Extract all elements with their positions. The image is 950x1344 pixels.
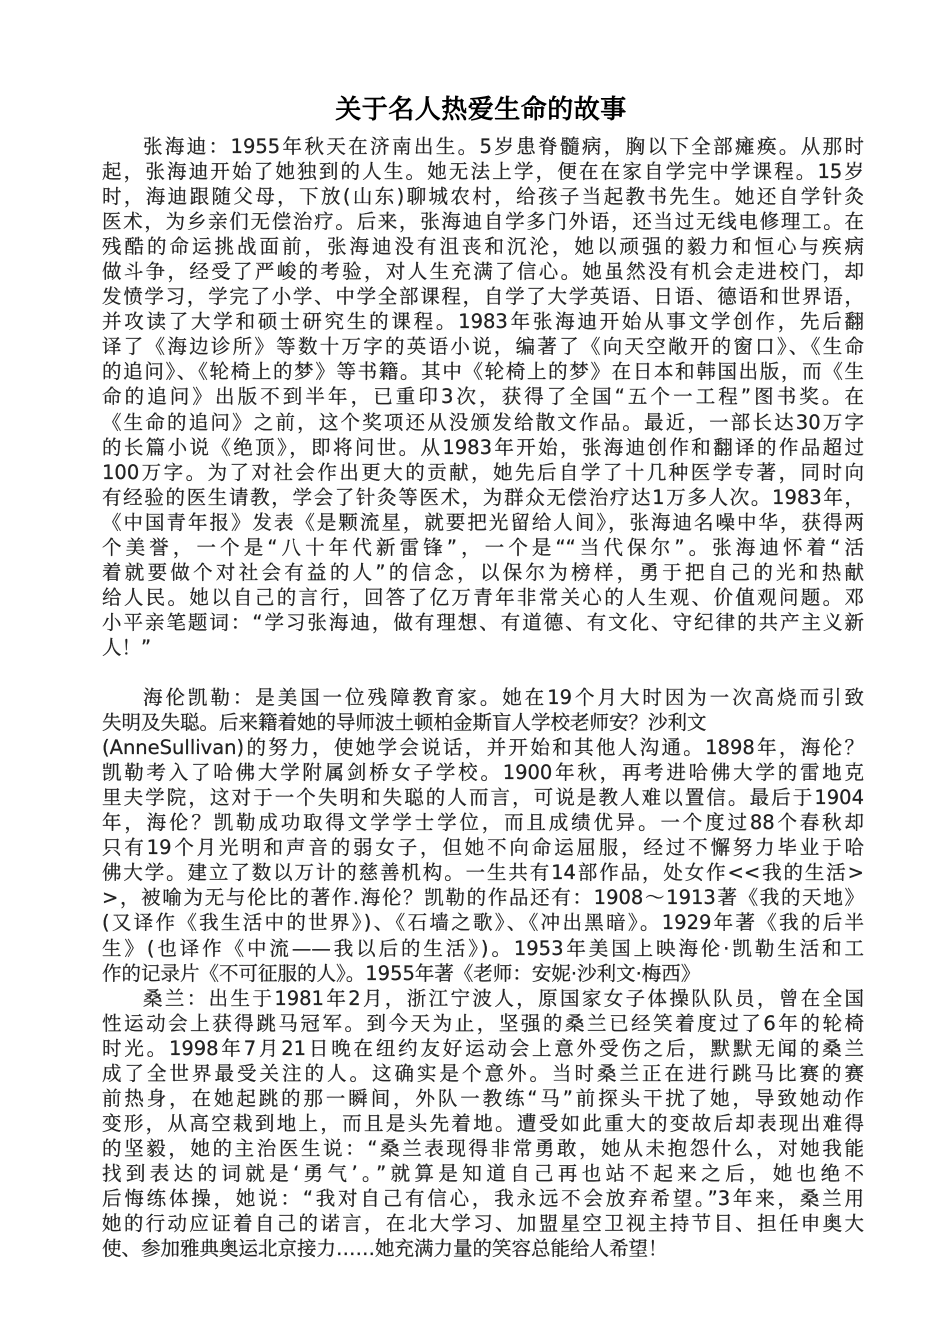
text-line: 桑兰：出生于1981年2月，浙江宁波人，原国家女子体操队队员，曾在全国 [143,986,864,1010]
text-line: (又译作《我生活中的世界》)、《石墙之歌》、《冲出黑暗》。1929年著《我的后半 [102,911,864,935]
text-line: 年，海伦？凯勒成功取得文学学士学位，而且成绩优异。一个度过88个春秋却 [102,811,864,835]
text-line: >，被喻为无与伦比的著作.海伦？凯勒的作品还有：1908～1913著《我的天地》 [102,886,864,910]
text-line: 残酷的命运挑战面前，张海迪没有沮丧和沉沦，她以顽强的毅力和恒心与疾病 [102,235,864,259]
document-body [102,134,864,1261]
text-line: 人！” [102,635,152,659]
paragraph-sang-lan [102,986,864,1262]
text-line: 有经验的医生请教，学会了针灸等医术，为群众无偿治疗达1万多人次。1983年， [102,485,864,509]
text-line: 译了《海边诊所》等数十万字的英语小说，编著了《向天空敞开的窗口》、《生命 [102,335,864,359]
text-line: 时，海迪跟随父母，下放(山东)聊城农村，给孩子当起教书先生。她还自学针灸 [102,185,864,209]
text-line: 她的行动应证着自己的诺言，在北大学习、加盟星空卫视主持节目、担任申奥大 [102,1212,864,1236]
text-line: 成了全世界最受关注的人。这确实是个意外。当时桑兰正在进行跳马比赛的赛 [102,1061,864,1085]
text-line: 后悔练体操，她说：“我对自己有信心，我永远不会放弃希望。”3年来，桑兰用 [102,1186,864,1210]
text-line: 里夫学院，这对于一个失明和失聪的人而言，可说是教人难以置信。最后于1904 [102,786,864,810]
text-line: 凯勒考入了哈佛大学附属剑桥女子学校。1900年秋，再考进哈佛大学的雷地克 [102,761,864,785]
text-line: 佛大学。建立了数以万计的慈善机构。一生共有14部作品，处女作<<我的生活> [102,861,864,885]
text-line: 失明及失聪。后来籍着她的导师波土顿柏金斯盲人学校老师安？沙利文 [102,711,707,735]
document-title: 关于名人热爱生命的故事 [335,95,627,125]
text-line: 100万字。为了对社会作出更大的贡献，她先后自学了十几种医学专著，同时向 [102,460,864,484]
text-line: 个美誉，一个是“八十年代新雷锋”，一个是““当代保尔”。张海迪怀着“活 [102,535,864,559]
text-line: 找到表达的词就是‘勇气’。”就算是知道自己再也站不起来之后，她也绝不 [102,1161,864,1185]
text-line: 并攻读了大学和硕士研究生的课程。1983年张海迪开始从事文学创作，先后翻 [102,310,864,334]
text-line: 的坚毅，她的主治医生说：“桑兰表现得非常勇敢，她从未抱怨什么，对她我能 [102,1136,864,1160]
text-line: 的长篇小说《绝顶》，即将问世。从1983年开始，张海迪创作和翻译的作品超过 [102,435,864,459]
text-line: 使、参加雅典奥运北京接力……她充满力量的笑容总能给人希望！ [102,1237,668,1261]
text-line: 起，张海迪开始了她独到的人生。她无法上学，便在在家自学完中学课程。15岁 [102,160,864,184]
text-line: 做斗争，经受了严峻的考验，对人生充满了信心。她虽然没有机会走进校门，却 [102,260,864,284]
text-line: 小平亲笔题词：“学习张海迪，做有理想、有道德、有文化、守纪律的共产主义新 [102,610,864,634]
text-line: 命的追问》出版不到半年，已重印3次，获得了全国“五个一工程”图书奖。在 [102,385,864,409]
paragraph-helen-keller [102,685,864,986]
text-line: 变形，从高空栽到地上，而且是头先着地。遭受如此重大的变故后却表现出难得 [102,1111,864,1135]
text-line: 着就要做个对社会有益的人”的信念，以保尔为榜样，勇于把自己的光和热献 [102,560,864,584]
text-line: 性运动会上获得跳马冠军。到今天为止，坚强的桑兰已经笑着度过了6年的轮椅 [102,1011,864,1035]
text-line: 的追问》、《轮椅上的梦》等书籍。其中《轮椅上的梦》在日本和韩国出版，而《生 [102,360,864,384]
text-line: 张海迪：1955年秋天在济南出生。5岁患脊髓病，胸以下全部瘫痪。从那时 [143,135,864,158]
text-line: 发愤学习，学完了小学、中学全部课程，自学了大学英语、日语、德语和世界语， [102,285,864,309]
text-line: 时光。1998年7月21日晚在纽约友好运动会上意外受伤之后，默默无闻的桑兰 [102,1036,864,1060]
paragraph-spacer [102,660,864,685]
text-line: 《生命的追问》之前，这个奖项还从没颁发给散文作品。最近，一部长达30万字 [102,410,864,434]
text-line: 前热身，在她起跳的那一瞬间，外队一教练“马”前探头干扰了她，导致她动作 [102,1086,864,1110]
text-line: 《中国青年报》发表《是颗流星，就要把光留给人间》，张海迪名噪中华，获得两 [102,510,864,534]
text-line: 只有19个月光明和声音的弱女子，但她不向命运屈服，经过不懈努力毕业于哈 [102,836,864,860]
text-line: 生》(也译作《中流——我以后的生活》)。1953年美国上映海伦·凯勒生活和工 [102,936,864,960]
text-line: 医术，为乡亲们无偿治疗。后来，张海迪自学多门外语，还当过无线电修理工。在 [102,210,864,234]
text-line: 作的记录片《不可征服的人》。1955年著《老师：安妮·沙利文·梅西》 [102,961,701,985]
text-line: 海伦凯勒：是美国一位残障教育家。她在19个月大时因为一次高烧而引致 [143,686,864,710]
text-line: (AnneSullivan)的努力，使她学会说话，并开始和其他人沟通。1898年，海伦？ [102,736,864,760]
text-line: 给人民。她以自己的言行，回答了亿万青年非常关心的人生观、价值观问题。邓 [102,585,864,609]
paragraph-zhang-haidi [102,134,864,660]
